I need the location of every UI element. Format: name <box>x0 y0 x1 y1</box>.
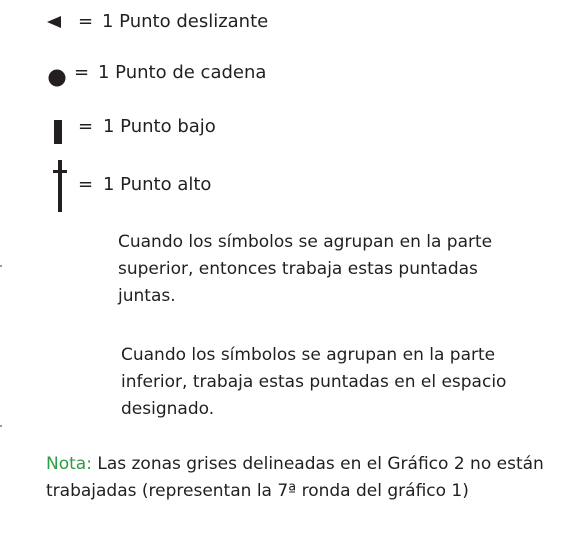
note-label: Nota: <box>46 454 92 474</box>
note-text: Las zonas grises delineadas en el Gráfico 2 no están trabajadas (representan la 7ª ronda del gráfico 1) <box>46 454 544 501</box>
edge-mark <box>0 425 2 427</box>
legend-row-single-crochet <box>0 112 575 152</box>
legend-label-single-crochet: 1 Punto bajo <box>103 116 216 137</box>
note-paragraph <box>46 451 566 505</box>
equals-sign: = <box>78 11 94 32</box>
equals-sign: = <box>74 62 90 83</box>
equals-sign: = <box>78 174 94 195</box>
equals-sign: = <box>78 116 94 137</box>
legend-row-slip-stitch <box>0 4 575 44</box>
edge-mark <box>0 265 2 267</box>
legend-label-chain-stitch: 1 Punto de cadena <box>98 62 267 83</box>
double-crochet-cross-icon <box>50 160 70 212</box>
single-crochet-bar-icon <box>54 120 62 144</box>
legend-row-double-crochet <box>0 160 575 216</box>
paragraph-grouped-bottom: Cuando los símbolos se agrupan en la parte inferior, trabaja estas puntadas en el espacio designado. <box>121 345 507 419</box>
slip-stitch-triangle-icon <box>46 15 62 29</box>
paragraph-grouped-top: Cuando los símbolos se agrupan en la parte superior, entonces trabaja estas puntadas juntas. <box>118 232 493 306</box>
chain-dot-icon <box>48 69 66 87</box>
legend-row-chain-stitch <box>0 57 575 97</box>
legend-label-slip-stitch: 1 Punto deslizante <box>102 11 269 32</box>
legend-label-double-crochet: 1 Punto alto <box>103 174 212 195</box>
